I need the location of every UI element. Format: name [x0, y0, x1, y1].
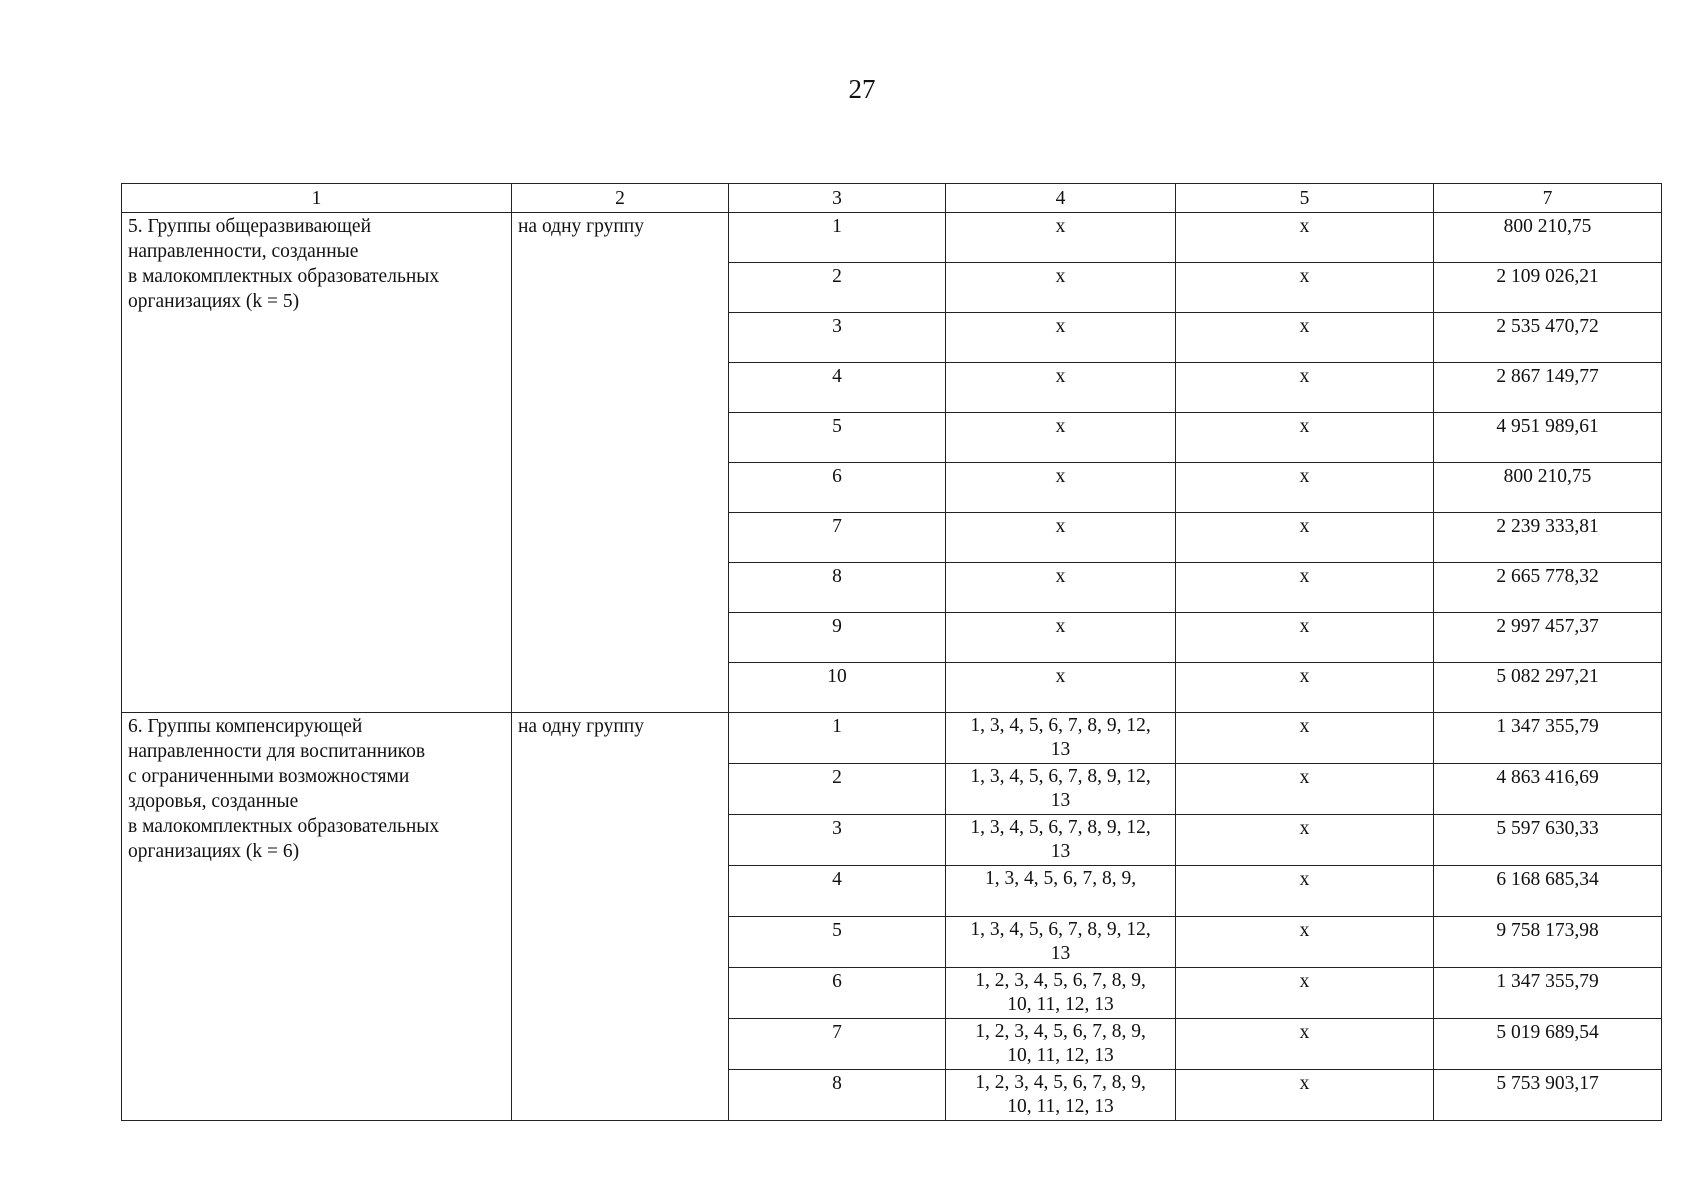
row-number: 6 [729, 968, 946, 1019]
col4-cell [946, 713, 1176, 764]
col4-cell [946, 764, 1176, 815]
row-number: 7 [729, 513, 946, 563]
group-name-line: направленности, созданные [128, 241, 359, 262]
row-number: 1 [729, 713, 946, 764]
group-name-line: 6. Группы компенсирующей [128, 716, 363, 737]
row-number: 3 [729, 313, 946, 363]
row-number: 10 [729, 663, 946, 713]
group-name-cell [122, 213, 512, 713]
value-cell: 1 347 355,79 [1434, 713, 1662, 764]
value-cell: 2 867 149,77 [1434, 363, 1662, 413]
unit-cell: на одну группу [512, 713, 729, 1121]
col4-cell [946, 968, 1176, 1019]
col4-line: 13 [1050, 790, 1071, 811]
group-name-line: в малокомплектных образовательных [128, 266, 440, 287]
row-number: 4 [729, 363, 946, 413]
col4-line: 13 [1050, 943, 1071, 964]
col5-cell: x [1176, 513, 1434, 563]
col5-cell: x [1176, 563, 1434, 613]
col4-line: 1, 3, 4, 5, 6, 7, 8, 9, 12, [970, 715, 1151, 736]
col4-line: 1, 2, 3, 4, 5, 6, 7, 8, 9, [975, 1021, 1146, 1042]
col4-cell: x [946, 663, 1176, 713]
row-number: 8 [729, 563, 946, 613]
col4-cell [946, 866, 1176, 917]
col4-cell: x [946, 463, 1176, 513]
value-cell: 5 753 903,17 [1434, 1070, 1662, 1121]
value-cell: 2 665 778,32 [1434, 563, 1662, 613]
col5-cell: x [1176, 713, 1434, 764]
col5-cell: x [1176, 263, 1434, 313]
group-name-line: в малокомплектных образовательных [128, 816, 440, 837]
header-cell: 3 [729, 184, 946, 213]
group-name-line: организациях (k = 5) [128, 291, 300, 312]
col4-line: 1, 3, 4, 5, 6, 7, 8, 9, 12, [970, 919, 1151, 940]
row-number: 1 [729, 213, 946, 263]
value-cell: 2 239 333,81 [1434, 513, 1662, 563]
value-cell: 4 863 416,69 [1434, 764, 1662, 815]
value-cell: 2 109 026,21 [1434, 263, 1662, 313]
header-row [122, 184, 1662, 213]
col4-line: 1, 3, 4, 5, 6, 7, 8, 9, [984, 868, 1137, 889]
col4-cell: x [946, 213, 1176, 263]
header-cell: 2 [512, 184, 729, 213]
col5-cell: x [1176, 363, 1434, 413]
row-number: 9 [729, 613, 946, 663]
group-name-line: здоровья, созданные [128, 791, 299, 812]
group-name-line: с ограниченными возможностями [128, 766, 410, 787]
value-cell: 800 210,75 [1434, 463, 1662, 513]
unit-cell: на одну группу [512, 213, 729, 713]
col4-cell [946, 1019, 1176, 1070]
col4-line: 1, 2, 3, 4, 5, 6, 7, 8, 9, [975, 970, 1146, 991]
header-cell: 1 [122, 184, 512, 213]
col5-cell: x [1176, 1070, 1434, 1121]
row-number: 3 [729, 815, 946, 866]
col4-line: 1, 2, 3, 4, 5, 6, 7, 8, 9, [975, 1072, 1146, 1093]
value-cell: 9 758 173,98 [1434, 917, 1662, 968]
col4-line: 10, 11, 12, 13 [1007, 994, 1114, 1015]
value-cell: 5 019 689,54 [1434, 1019, 1662, 1070]
group-name-line: направленности для воспитанников [128, 741, 426, 762]
value-cell: 2 535 470,72 [1434, 313, 1662, 363]
col4-cell: x [946, 363, 1176, 413]
group-name-line: организациях (k = 6) [128, 841, 300, 862]
value-cell: 1 347 355,79 [1434, 968, 1662, 1019]
col5-cell: x [1176, 1019, 1434, 1070]
col5-cell: x [1176, 213, 1434, 263]
tariff-table [121, 183, 1662, 1121]
col5-cell: x [1176, 968, 1434, 1019]
value-cell: 6 168 685,34 [1434, 866, 1662, 917]
col5-cell: x [1176, 866, 1434, 917]
col4-line: 10, 11, 12, 13 [1007, 1096, 1114, 1117]
col4-cell [946, 1070, 1176, 1121]
row-number: 7 [729, 1019, 946, 1070]
value-cell: 5 597 630,33 [1434, 815, 1662, 866]
col4-line: 10, 11, 12, 13 [1007, 1045, 1114, 1066]
page-number: 27 [848, 74, 876, 104]
row-number: 4 [729, 866, 946, 917]
row-number: 8 [729, 1070, 946, 1121]
row-number: 5 [729, 413, 946, 463]
col5-cell: x [1176, 663, 1434, 713]
row-number: 2 [729, 764, 946, 815]
col4-cell: x [946, 413, 1176, 463]
header-cell: 4 [946, 184, 1176, 213]
col5-cell: x [1176, 815, 1434, 866]
group-name-cell [122, 713, 512, 1121]
col4-cell: x [946, 513, 1176, 563]
col4-line: 1, 3, 4, 5, 6, 7, 8, 9, 12, [970, 817, 1151, 838]
group-name-line: 5. Группы общеразвивающей [128, 216, 372, 237]
col4-line: 1, 3, 4, 5, 6, 7, 8, 9, 12, [970, 766, 1151, 787]
col4-cell: x [946, 263, 1176, 313]
table-row [122, 713, 1662, 764]
col5-cell: x [1176, 313, 1434, 363]
col4-line: 13 [1050, 841, 1071, 862]
value-cell: 800 210,75 [1434, 213, 1662, 263]
row-number: 6 [729, 463, 946, 513]
col5-cell: x [1176, 413, 1434, 463]
col4-cell: x [946, 613, 1176, 663]
value-cell: 5 082 297,21 [1434, 663, 1662, 713]
header-cell: 7 [1434, 184, 1662, 213]
table-row [122, 213, 1662, 263]
header-cell: 5 [1176, 184, 1434, 213]
col4-line: 13 [1050, 739, 1071, 760]
row-number: 2 [729, 263, 946, 313]
col4-cell: x [946, 563, 1176, 613]
col5-cell: x [1176, 764, 1434, 815]
col5-cell: x [1176, 613, 1434, 663]
col5-cell: x [1176, 917, 1434, 968]
value-cell: 4 951 989,61 [1434, 413, 1662, 463]
value-cell: 2 997 457,37 [1434, 613, 1662, 663]
col4-cell [946, 917, 1176, 968]
col4-cell: x [946, 313, 1176, 363]
col4-cell [946, 815, 1176, 866]
row-number: 5 [729, 917, 946, 968]
col5-cell: x [1176, 463, 1434, 513]
